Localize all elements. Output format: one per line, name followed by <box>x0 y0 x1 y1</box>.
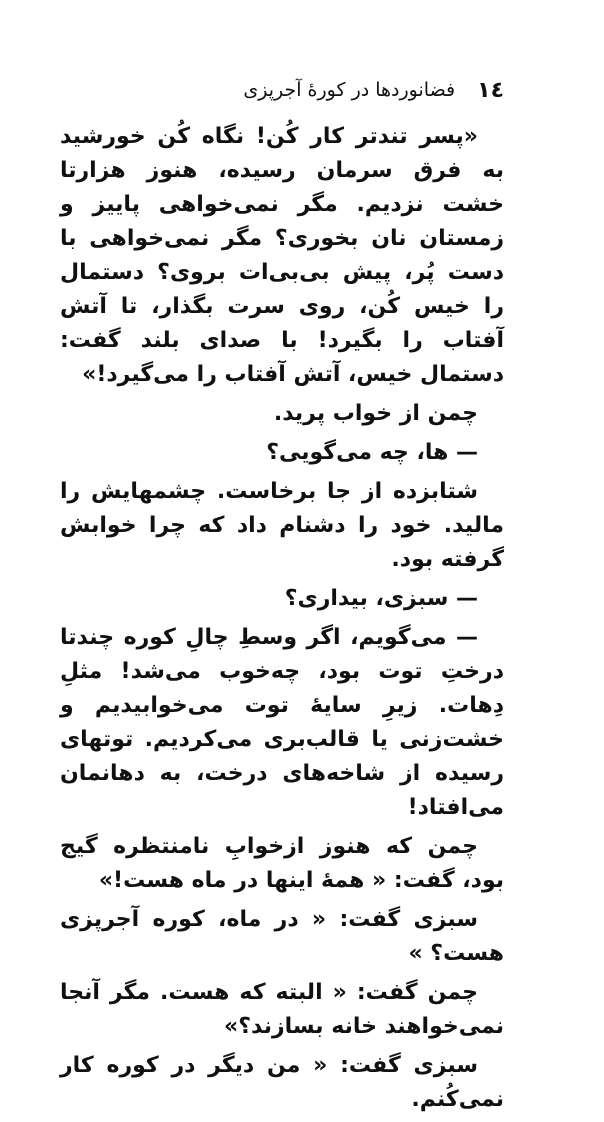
dialogue-line: — می‌گویم، اگر وسطِ چالِ کوره چندتا درختِ توت بود، چه‌خوب می‌شد! مثلِ دِهات. زیرِ سایهٔ توت می‌خوابیدیم و خشت‌زنی یا قالب‌بری می‌کردیم. توتهای رسیده از شاخه‌های درخت، به دهانمان می‌افتاد! <box>60 625 504 820</box>
dialogue-line: — ها، چه می‌گویی؟ <box>266 440 478 465</box>
dialogue-line: — سبزی، بیداری؟ <box>284 586 478 611</box>
dialogue-line: سبزی گفت: « در ماه، کوره آجرپزی هست؟ » <box>60 907 504 966</box>
running-title: فضانوردها در کورهٔ آجرپزی <box>243 79 456 101</box>
paragraph-gets-up: شتابزده از جا برخاست. چشمهایش را مالید. خود را دشنام داد که چرا خوابش گرفته بود. <box>60 479 504 572</box>
page-number: ١٤ <box>477 77 504 103</box>
body-text <box>60 120 504 1122</box>
dialogue-line: سبزی گفت: « من دیگر در کوره کار نمی‌کُنم. <box>60 1053 504 1112</box>
page-header <box>60 70 504 110</box>
paragraph-chaman-wakes: چمن از خواب پرید. <box>273 401 478 426</box>
paragraph-dream-speech: «پسر تندتر کار کُن! نگاه کُن خورشید به فرق سرمان رسیده، هنوز هزارتا خشت نزدیم. مگر نمی‌خواهی پاییز و زمستان نان بخوری؟ مگر نمی‌خواهی با دست پُر، پیش بی‌بی‌ات بروی؟ دستمال را خیس کُن، روی سرت بگذار، تا آتش آفتاب را بگیرد! با صدای بلند گفت: دستمال خیس، آتش آفتاب را می‌گیرد!» <box>60 124 504 387</box>
dialogue-line: چمن گفت: « البته که هست. مگر آنجا نمی‌خواهند خانه بسازند؟» <box>60 980 504 1039</box>
paragraph-moon-question: چمن که هنوز ازخوابِ نامنتظره گیج بود، گفت: « همهٔ اینها در ماه هست!» <box>60 834 504 893</box>
